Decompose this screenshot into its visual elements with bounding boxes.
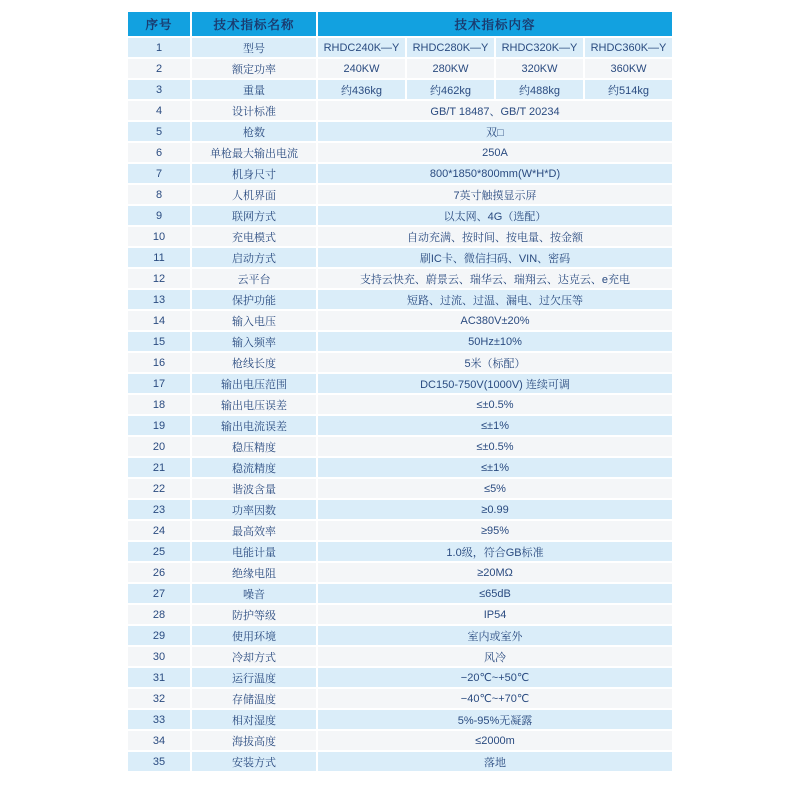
row-index: 6: [128, 143, 190, 162]
table-row: [128, 647, 672, 666]
row-index: 16: [128, 353, 190, 372]
row-index: 8: [128, 185, 190, 204]
table-row: [128, 248, 672, 267]
row-value: 约488kg: [496, 80, 583, 99]
row-value: −40℃~+70℃: [318, 689, 672, 708]
row-value: ≤5%: [318, 479, 672, 498]
table-row: [128, 458, 672, 477]
row-value: 短路、过流、过温、漏电、过欠压等: [318, 290, 672, 309]
row-value: ≤±0.5%: [318, 437, 672, 456]
row-value: 360KW: [585, 59, 672, 78]
table-row: [128, 332, 672, 351]
row-value: GB/T 18487、GB/T 20234: [318, 101, 672, 120]
row-label: 云平台: [192, 269, 316, 288]
table-row: [128, 290, 672, 309]
row-label: 输出电压误差: [192, 395, 316, 414]
row-index: 26: [128, 563, 190, 582]
row-label: 枪线长度: [192, 353, 316, 372]
row-label: 谐波含量: [192, 479, 316, 498]
row-index: 10: [128, 227, 190, 246]
table-row: [128, 206, 672, 225]
row-label: 单枪最大输出电流: [192, 143, 316, 162]
row-index: 11: [128, 248, 190, 267]
row-label: 相对湿度: [192, 710, 316, 729]
row-label: 最高效率: [192, 521, 316, 540]
row-index: 3: [128, 80, 190, 99]
row-index: 30: [128, 647, 190, 666]
table-row: [128, 227, 672, 246]
row-index: 29: [128, 626, 190, 645]
row-label: 安装方式: [192, 752, 316, 771]
table-row: [128, 185, 672, 204]
table-row: [128, 101, 672, 120]
row-value: 以太网、4G（选配）: [318, 206, 672, 225]
row-label: 输入电压: [192, 311, 316, 330]
row-value: 支持云快充、蔚景云、瑞华云、瑞翔云、达克云、e充电: [318, 269, 672, 288]
row-value: 5%-95%无凝露: [318, 710, 672, 729]
row-label: 噪音: [192, 584, 316, 603]
table-row: [128, 80, 672, 99]
row-value: ≤2000m: [318, 731, 672, 750]
row-label: 存储温度: [192, 689, 316, 708]
table-row: [128, 731, 672, 750]
row-value: RHDC360K—Y: [585, 38, 672, 57]
row-label: 充电模式: [192, 227, 316, 246]
table-row: [128, 311, 672, 330]
table-row: [128, 143, 672, 162]
row-index: 27: [128, 584, 190, 603]
row-label: 运行温度: [192, 668, 316, 687]
row-value: IP54: [318, 605, 672, 624]
row-label: 稳压精度: [192, 437, 316, 456]
table-row: [128, 38, 672, 57]
row-value: RHDC280K—Y: [407, 38, 494, 57]
row-value: 800*1850*800mm(W*H*D): [318, 164, 672, 183]
row-value: RHDC320K—Y: [496, 38, 583, 57]
table-row: [128, 164, 672, 183]
row-label: 型号: [192, 38, 316, 57]
table-row: [128, 605, 672, 624]
table-row: [128, 689, 672, 708]
row-index: 9: [128, 206, 190, 225]
row-index: 25: [128, 542, 190, 561]
row-value: ≤65dB: [318, 584, 672, 603]
row-index: 18: [128, 395, 190, 414]
row-index: 15: [128, 332, 190, 351]
row-index: 31: [128, 668, 190, 687]
row-value: AC380V±20%: [318, 311, 672, 330]
row-index: 4: [128, 101, 190, 120]
table-row: [128, 584, 672, 603]
table-row: [128, 542, 672, 561]
row-value: 刷IC卡、微信扫码、VIN、密码: [318, 248, 672, 267]
table-row: [128, 500, 672, 519]
row-label: 联网方式: [192, 206, 316, 225]
table-row: [128, 374, 672, 393]
row-value: ≥95%: [318, 521, 672, 540]
header-col-content: 技术指标内容: [318, 12, 672, 36]
table-row: [128, 122, 672, 141]
row-value: 240KW: [318, 59, 405, 78]
row-value: ≥0.99: [318, 500, 672, 519]
row-label: 海拔高度: [192, 731, 316, 750]
row-value: 320KW: [496, 59, 583, 78]
row-value: 280KW: [407, 59, 494, 78]
row-label: 设计标准: [192, 101, 316, 120]
row-label: 绝缘电阻: [192, 563, 316, 582]
row-index: 14: [128, 311, 190, 330]
row-index: 13: [128, 290, 190, 309]
row-value: 约462kg: [407, 80, 494, 99]
row-index: 17: [128, 374, 190, 393]
table-row: [128, 710, 672, 729]
row-value: −20℃~+50℃: [318, 668, 672, 687]
row-value: 50Hz±10%: [318, 332, 672, 351]
row-index: 5: [128, 122, 190, 141]
spec-table: [126, 10, 674, 773]
row-index: 21: [128, 458, 190, 477]
table-row: [128, 416, 672, 435]
row-label: 重量: [192, 80, 316, 99]
row-value: 约436kg: [318, 80, 405, 99]
row-index: 24: [128, 521, 190, 540]
row-index: 12: [128, 269, 190, 288]
row-value: RHDC240K—Y: [318, 38, 405, 57]
table-row: [128, 563, 672, 582]
spec-table-body: [128, 38, 672, 771]
row-value: 双□: [318, 122, 672, 141]
row-label: 启动方式: [192, 248, 316, 267]
row-value: 约514kg: [585, 80, 672, 99]
row-value: 落地: [318, 752, 672, 771]
table-row: [128, 59, 672, 78]
table-row: [128, 668, 672, 687]
row-index: 7: [128, 164, 190, 183]
header-col-name: 技术指标名称: [192, 12, 316, 36]
row-label: 机身尺寸: [192, 164, 316, 183]
table-row: [128, 437, 672, 456]
row-value: 风冷: [318, 647, 672, 666]
row-value: ≤±1%: [318, 458, 672, 477]
row-value: DC150-750V(1000V) 连续可调: [318, 374, 672, 393]
row-label: 功率因数: [192, 500, 316, 519]
table-row: [128, 626, 672, 645]
row-index: 1: [128, 38, 190, 57]
row-label: 电能计量: [192, 542, 316, 561]
row-value: 自动充满、按时间、按电量、按金额: [318, 227, 672, 246]
row-label: 人机界面: [192, 185, 316, 204]
row-label: 稳流精度: [192, 458, 316, 477]
row-index: 34: [128, 731, 190, 750]
row-value: ≤±1%: [318, 416, 672, 435]
row-label: 保护功能: [192, 290, 316, 309]
row-index: 32: [128, 689, 190, 708]
row-label: 防护等级: [192, 605, 316, 624]
row-index: 22: [128, 479, 190, 498]
row-label: 枪数: [192, 122, 316, 141]
table-row: [128, 752, 672, 771]
row-index: 20: [128, 437, 190, 456]
row-label: 输出电压范围: [192, 374, 316, 393]
row-value: 250A: [318, 143, 672, 162]
row-value: 5米（标配）: [318, 353, 672, 372]
row-value: ≥20MΩ: [318, 563, 672, 582]
table-row: [128, 479, 672, 498]
table-row: [128, 395, 672, 414]
row-index: 33: [128, 710, 190, 729]
table-row: [128, 353, 672, 372]
row-index: 28: [128, 605, 190, 624]
row-index: 35: [128, 752, 190, 771]
row-value: 1.0级，符合GB标准: [318, 542, 672, 561]
row-label: 使用环境: [192, 626, 316, 645]
row-index: 19: [128, 416, 190, 435]
row-value: 7英寸触摸显示屏: [318, 185, 672, 204]
row-label: 冷却方式: [192, 647, 316, 666]
table-row: [128, 269, 672, 288]
row-label: 输出电流误差: [192, 416, 316, 435]
row-index: 23: [128, 500, 190, 519]
header-col-index: 序号: [128, 12, 190, 36]
table-row: [128, 521, 672, 540]
header-row: [128, 12, 672, 36]
row-label: 输入频率: [192, 332, 316, 351]
row-label: 额定功率: [192, 59, 316, 78]
row-index: 2: [128, 59, 190, 78]
row-value: 室内或室外: [318, 626, 672, 645]
row-value: ≤±0.5%: [318, 395, 672, 414]
